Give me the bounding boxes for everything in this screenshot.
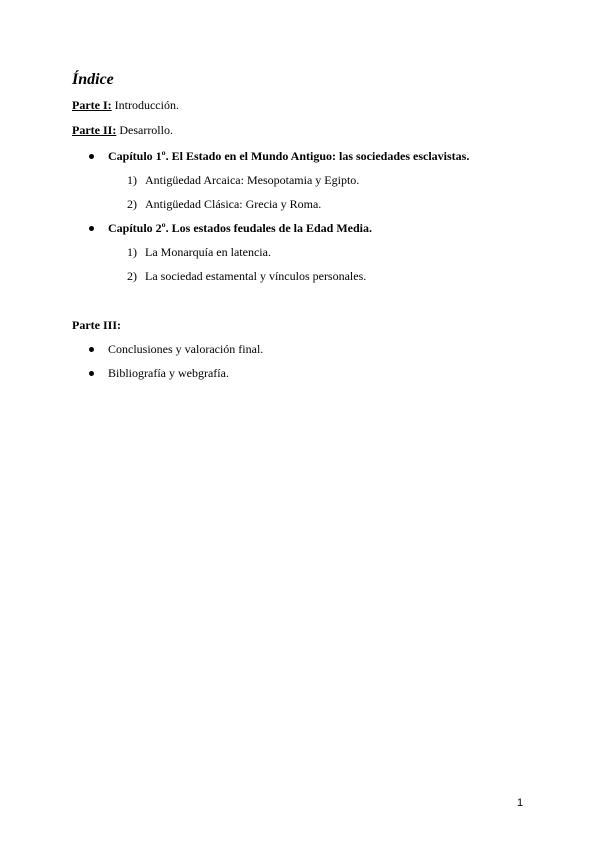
chapter1-bullet-icon xyxy=(89,154,94,159)
part1-line xyxy=(72,97,179,113)
chapter2-bullet-icon xyxy=(89,226,94,231)
chapter1-item2-number: 2) xyxy=(127,197,137,211)
part3-label: Parte III: xyxy=(72,318,121,332)
chapter2-item2-text: La sociedad estamental y vínculos personales. xyxy=(145,269,367,283)
part3-item1-text: Conclusiones y valoración final. xyxy=(108,342,264,356)
part2-text: Desarrollo. xyxy=(119,123,173,137)
part3-item2-bullet-icon xyxy=(89,371,94,376)
part2-line xyxy=(72,122,173,138)
chapter1-item1-number: 1) xyxy=(127,173,137,187)
chapter2-item1-text: La Monarquía en latencia. xyxy=(145,245,271,259)
chapter1-item2-text: Antigüedad Clásica: Grecia y Roma. xyxy=(145,197,322,211)
chapter2-title: Capítulo 2º. Los estados feudales de la Edad Media. xyxy=(108,221,372,235)
page-number: 1 xyxy=(517,797,524,809)
part3-item1-bullet-icon xyxy=(89,347,94,352)
chapter1-title: Capítulo 1º. El Estado en el Mundo Antiguo: las sociedades esclavistas. xyxy=(108,149,470,163)
chapter2-item1-number: 1) xyxy=(127,245,137,259)
index-title: Índice xyxy=(72,71,114,88)
part1-text: Introducción. xyxy=(114,98,179,112)
part2-label: Parte II: xyxy=(72,123,117,137)
part3-item2-text: Bibliografía y webgrafía. xyxy=(108,366,229,380)
part1-label: Parte I: xyxy=(72,98,112,112)
chapter1-item1-text: Antigüedad Arcaica: Mesopotamia y Egipto. xyxy=(145,173,360,187)
chapter2-item2-number: 2) xyxy=(127,269,137,283)
